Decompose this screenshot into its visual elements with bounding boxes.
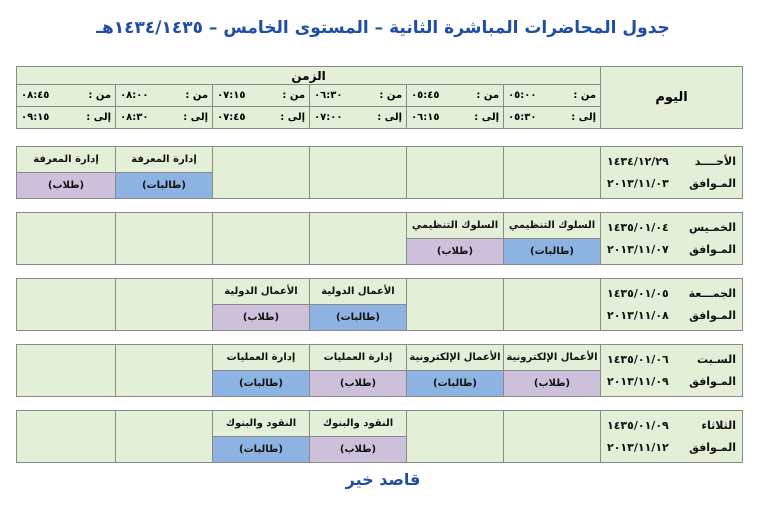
slot-from: من : ٠٨:٠٠ — [116, 85, 213, 107]
slot-from: من : ٠٦:٣٠ — [310, 85, 407, 107]
lecture-subject: السلوك التنظيمي — [407, 213, 504, 239]
empty-slot — [17, 279, 116, 331]
slot-from: من : ٠٥:٠٠ — [504, 85, 601, 107]
hijri-date: ١٤٣٤/١٢/٢٩ — [607, 155, 669, 168]
lecture-subject: الأعمال الدولية — [213, 279, 310, 305]
audience-tag: (طالبات) — [213, 437, 310, 463]
empty-slot — [213, 147, 310, 199]
empty-slot — [504, 147, 601, 199]
audience-tag: (طلاب) — [17, 173, 116, 199]
agreed-label: المـوافق — [689, 177, 736, 190]
slot-from: من : ٠٧:١٥ — [213, 85, 310, 107]
audience-tag: (طالبات) — [407, 371, 504, 397]
empty-slot — [116, 213, 213, 265]
table-row — [17, 147, 743, 173]
day-name: الجمـــعة — [688, 287, 736, 300]
table-row — [17, 411, 743, 437]
table-row — [17, 213, 743, 239]
agreed-label: المـوافق — [689, 309, 736, 322]
lecture-subject: السلوك التنظيمي — [504, 213, 601, 239]
audience-tag: (طلاب) — [213, 305, 310, 331]
day-name: الثلاثاء — [701, 419, 736, 432]
day-table — [16, 344, 743, 397]
audience-tag: (طلاب) — [407, 239, 504, 265]
empty-slot — [407, 279, 504, 331]
empty-slot — [116, 411, 213, 463]
empty-slot — [17, 213, 116, 265]
hijri-date: ١٤٣٥/٠١/٠٦ — [607, 353, 669, 366]
lecture-subject: الأعمال الإلكترونية — [407, 345, 504, 371]
lecture-subject: النقود والبنوك — [310, 411, 407, 437]
slot-to: إلى : ٠٨:٣٠ — [116, 107, 213, 129]
hijri-date: ١٤٣٥/٠١/٠٤ — [607, 221, 669, 234]
day-name: السـبت — [697, 353, 736, 366]
empty-slot — [407, 411, 504, 463]
audience-tag: (طالبات) — [504, 239, 601, 265]
day-label-cell — [601, 279, 743, 331]
empty-slot — [407, 147, 504, 199]
gregorian-date: ٢٠١٣/١١/٠٣ — [607, 177, 669, 190]
day-name: الأحــــد — [694, 155, 736, 168]
lecture-subject: النقود والبنوك — [213, 411, 310, 437]
empty-slot — [213, 213, 310, 265]
day-column-header: اليوم — [601, 67, 743, 129]
lecture-subject: إدارة العمليات — [213, 345, 310, 371]
day-table — [16, 278, 743, 331]
slot-from: من : ٠٥:٤٥ — [407, 85, 504, 107]
agreed-label: المـوافق — [689, 441, 736, 454]
page-title: جدول المحاضرات المباشرة الثانية – المستوى الخامس – ١٤٣٤/١٤٣٥هـ — [96, 18, 670, 38]
slot-to: إلى : ٠٧:٤٥ — [213, 107, 310, 129]
lecture-subject: إدارة المعرفة — [116, 147, 213, 173]
gregorian-date: ٢٠١٣/١١/٠٧ — [607, 243, 669, 256]
lecture-subject: إدارة المعرفة — [17, 147, 116, 173]
slot-to: إلى : ٠٥:٣٠ — [504, 107, 601, 129]
audience-tag: (طالبات) — [310, 305, 407, 331]
audience-tag: (طلاب) — [504, 371, 601, 397]
lecture-subject: الأعمال الإلكترونية — [504, 345, 601, 371]
header-table — [16, 66, 743, 129]
empty-slot — [17, 345, 116, 397]
day-label-cell — [601, 345, 743, 397]
gregorian-date: ٢٠١٣/١١/٠٩ — [607, 375, 669, 388]
day-label-cell — [601, 147, 743, 199]
lecture-subject: إدارة العمليات — [310, 345, 407, 371]
day-name: الخمـيس — [688, 221, 736, 234]
table-row — [17, 345, 743, 371]
slot-to: إلى : ٠٩:١٥ — [17, 107, 116, 129]
table-row — [17, 279, 743, 305]
hijri-date: ١٤٣٥/٠١/٠٩ — [607, 419, 669, 432]
empty-slot — [310, 147, 407, 199]
day-label-cell — [601, 213, 743, 265]
audience-tag: (طلاب) — [310, 371, 407, 397]
empty-slot — [17, 411, 116, 463]
audience-tag: (طالبات) — [213, 371, 310, 397]
footer-signature: قاصد خير — [345, 470, 421, 489]
day-table — [16, 212, 743, 265]
empty-slot — [504, 279, 601, 331]
hijri-date: ١٤٣٥/٠١/٠٥ — [607, 287, 669, 300]
empty-slot — [310, 213, 407, 265]
day-table — [16, 146, 743, 199]
audience-tag: (طالبات) — [116, 173, 213, 199]
slot-to: إلى : ٠٧:٠٠ — [310, 107, 407, 129]
agreed-label: المـوافق — [689, 243, 736, 256]
empty-slot — [116, 345, 213, 397]
time-column-header: الزمن — [17, 67, 601, 85]
day-table — [16, 410, 743, 463]
gregorian-date: ٢٠١٣/١١/١٢ — [607, 441, 669, 454]
day-label-cell — [601, 411, 743, 463]
empty-slot — [504, 411, 601, 463]
empty-slot — [116, 279, 213, 331]
audience-tag: (طلاب) — [310, 437, 407, 463]
agreed-label: المـوافق — [689, 375, 736, 388]
lecture-subject: الأعمال الدولية — [310, 279, 407, 305]
gregorian-date: ٢٠١٣/١١/٠٨ — [607, 309, 669, 322]
slot-from: من : ٠٨:٤٥ — [17, 85, 116, 107]
slot-to: إلى : ٠٦:١٥ — [407, 107, 504, 129]
